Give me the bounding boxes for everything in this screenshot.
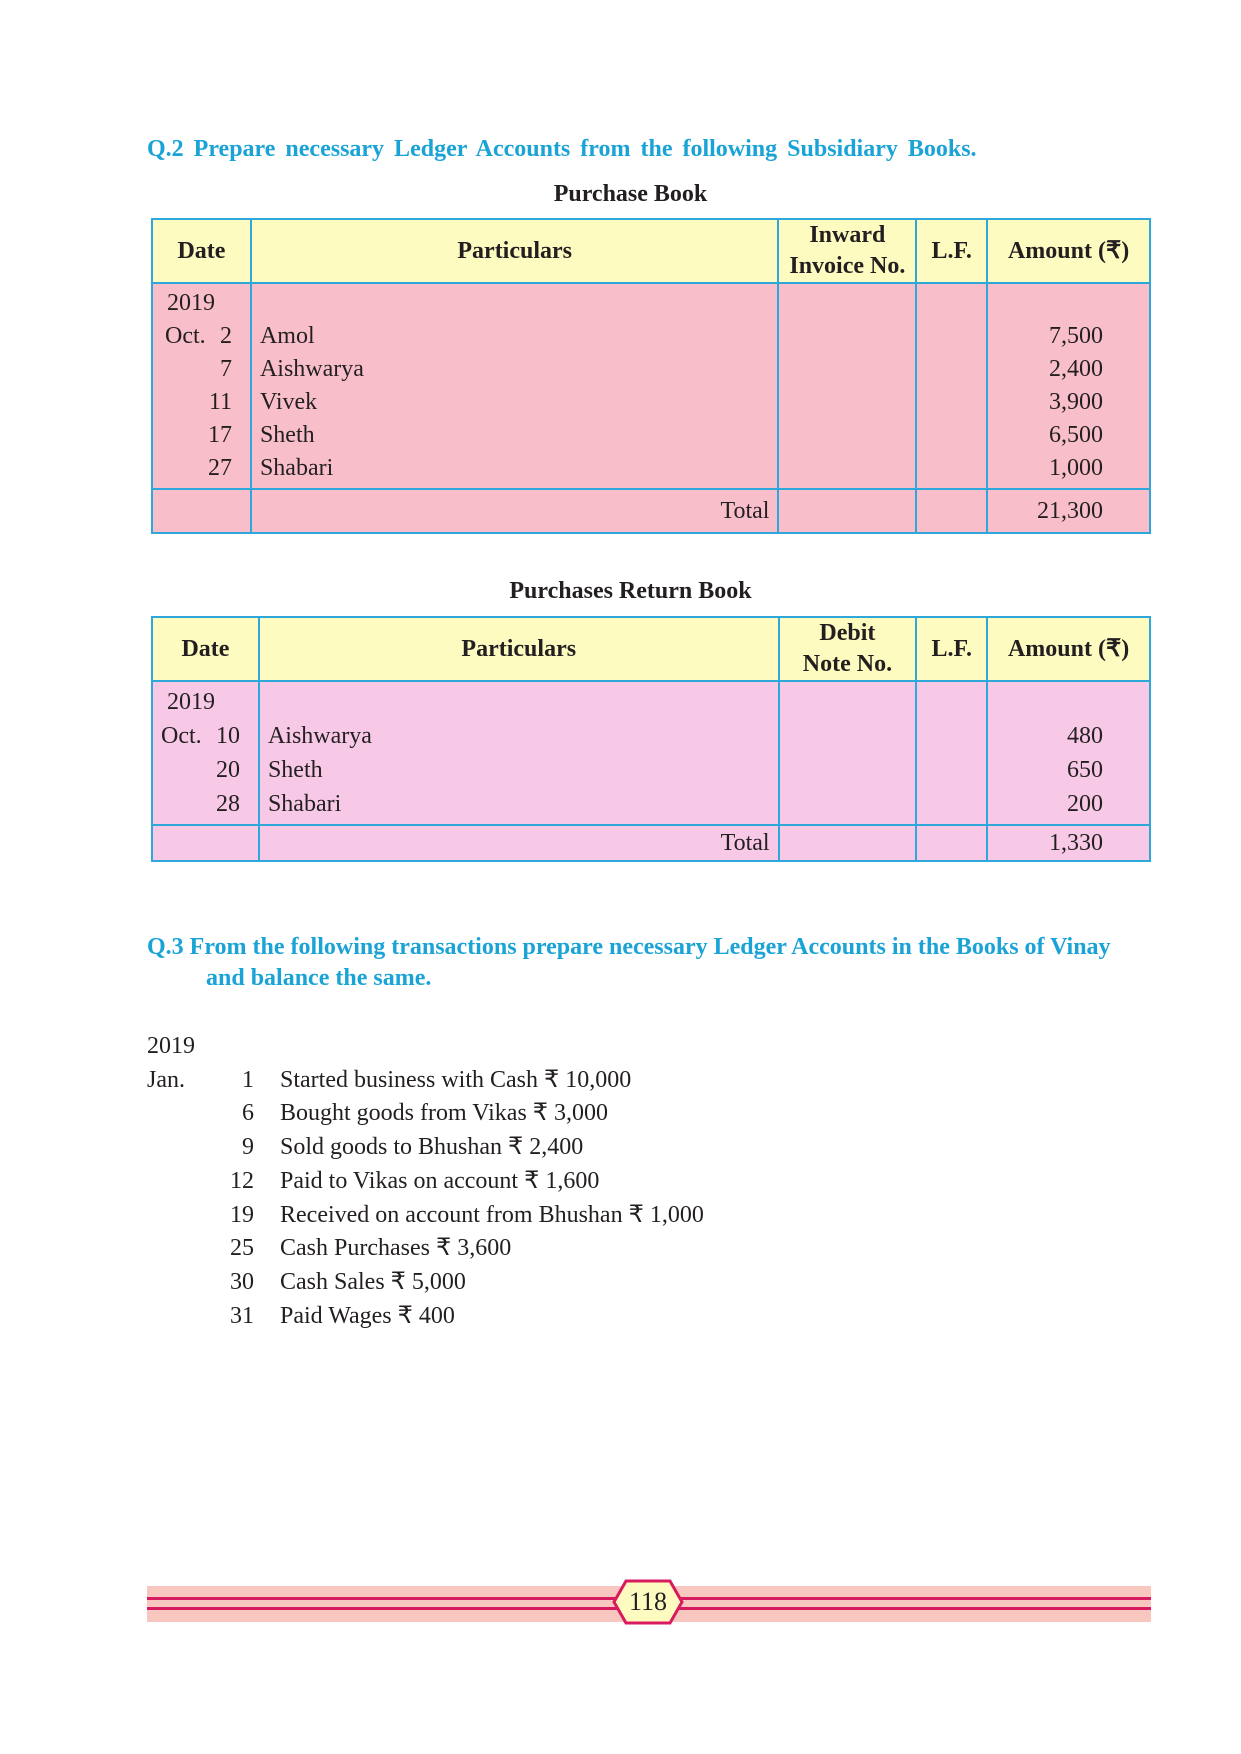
col-particulars: Particulars [259,617,779,681]
date-entry: 28 [215,791,240,817]
col-lf: L.F. [916,617,987,681]
total-row [152,825,1150,861]
party-name: Sheth [267,757,323,783]
party-name: Sheth [259,422,315,448]
transaction-row: 25 Cash Purchases ₹ 3,600 [230,1235,512,1262]
transaction-row: 9 Sold goods to Bhushan ₹ 2,400 [242,1134,584,1161]
transaction-row: 6 Bought goods from Vikas ₹ 3,000 [242,1100,609,1127]
total-row [152,489,1150,533]
date-entry: Oct. 10 [161,723,240,749]
col-debit-note [779,617,917,681]
amount-value: 2,400 [1049,356,1103,382]
transaction-row: 12 Paid to Vikas on account ₹ 1,600 [230,1167,600,1194]
amount-cell [987,283,1150,489]
col-debit-note-line2: Note No. [802,651,893,677]
date-year: 2019 [167,290,215,316]
date-year: 2019 [167,689,215,715]
col-inward-invoice-line2: Invoice No. [789,253,906,279]
party-name: Amol [259,323,315,349]
q3-heading-line1: Q.3 From the following transactions prepare necessary Ledger Accounts in the Books of Vinay [147,934,1111,960]
date-entry: 7 [219,356,232,382]
particulars-cell [259,681,779,825]
amount-value: 7,500 [1049,323,1103,349]
col-particulars: Particulars [251,219,779,283]
total-label: Total [259,825,779,861]
amount-value: 200 [1067,791,1103,817]
transaction-row: Jan. 1 Started business with Cash ₹ 10,000 [147,1064,704,1098]
amount-value: 650 [1067,757,1103,783]
particulars-cell [251,283,779,489]
purchase-book-table [151,218,1151,534]
party-name: Aishwarya [259,356,364,382]
purchases-return-book-table [151,616,1151,862]
party-name: Shabari [267,791,342,817]
amount-value: 3,900 [1049,389,1103,415]
date-entry: 27 [207,455,232,481]
lf-cell [916,283,987,489]
transaction-list [147,1030,704,1333]
page-number: 118 [628,1587,668,1616]
q3-heading-line2: and balance the same. [206,965,432,991]
transaction-year: 2019 [147,1033,195,1059]
amount-value: 480 [1067,723,1103,749]
party-name: Aishwarya [267,723,372,749]
party-name: Shabari [259,455,334,481]
col-amount: Amount (₹) [987,219,1150,283]
col-inward-invoice-line1: Inward [809,222,886,248]
date-cell [152,681,259,825]
q2-heading: Q.2 Prepare necessary Ledger Accounts from the following Subsidiary Books. [147,136,977,162]
col-date: Date [152,617,259,681]
lf-cell [916,681,987,825]
debit-note-cell [779,681,917,825]
transaction-row: 19 Received on account from Bhushan ₹ 1,000 [230,1201,704,1228]
date-entry: 11 [208,389,232,415]
total-amount: 1,330 [987,825,1150,861]
col-date: Date [152,219,251,283]
amount-value: 6,500 [1049,422,1103,448]
date-entry: 20 [215,757,240,783]
transaction-month: Jan. [147,1066,185,1093]
date-entry: Oct. 2 [165,323,232,349]
q3-heading [147,932,1111,994]
amount-cell [987,681,1150,825]
col-inward-invoice [778,219,916,283]
total-label: Total [251,489,779,533]
transaction-row: 31 Paid Wages ₹ 400 [230,1302,455,1329]
party-name: Vivek [259,389,318,415]
invoice-cell [778,283,916,489]
col-amount: Amount (₹) [987,617,1150,681]
purchase-book-caption: Purchase Book [553,181,708,207]
total-amount: 21,300 [987,489,1150,533]
col-lf: L.F. [916,219,987,283]
purchases-return-book-caption: Purchases Return Book [509,578,752,604]
date-entry: 17 [207,422,232,448]
col-debit-note-line1: Debit [819,620,876,646]
transaction-row: 30 Cash Sales ₹ 5,000 [230,1268,466,1295]
date-cell [152,283,251,489]
amount-value: 1,000 [1049,455,1103,481]
